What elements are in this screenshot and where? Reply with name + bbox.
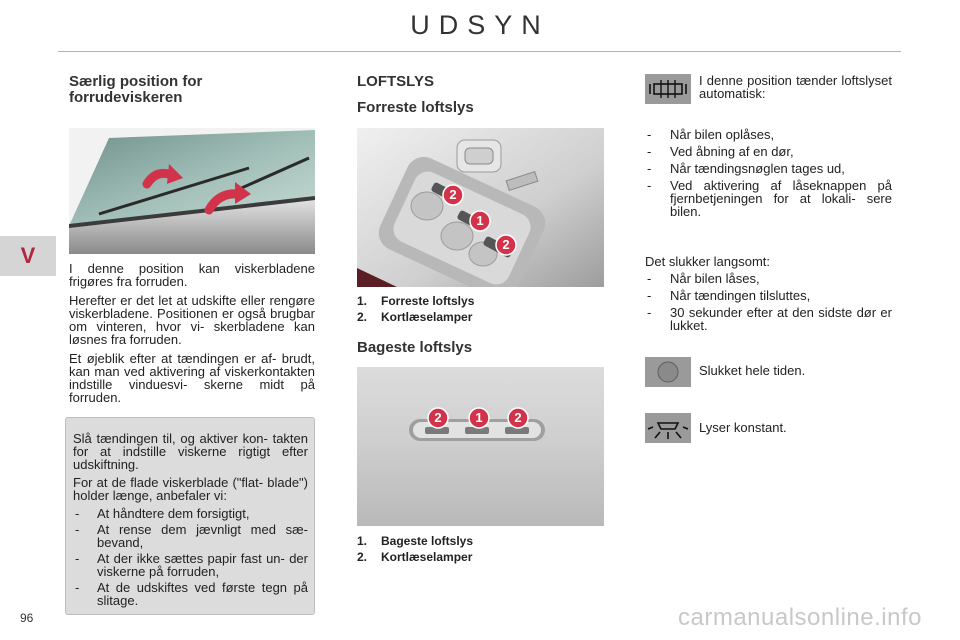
section-tab [0,236,56,276]
wiper-tip-box [65,417,315,615]
callout-badge: 2 [427,407,449,434]
rear-light-legend [357,533,473,565]
list-item: 2. Kortlæselamper [357,310,473,324]
tip-paragraph: For at de flade viskerblade ("flat- blade") holder længe, anbefaler vi: [73,475,308,503]
callout-badge: 2 [507,407,529,434]
page-title: UDSYN [410,10,550,40]
tip-paragraph: Slå tændingen til, og aktiver kon- takten for at indstille viskerne rigtigt efter udskiftning. [73,431,308,472]
list-item: - At de udskiftes ved første tegn på slitage. [75,580,308,608]
list-item: 1. Forreste loftslys [357,294,475,308]
list-item: - Ved aktivering af låseknappen på fjernbetjeningen for at lokali- sere bilen. [647,178,892,219]
list-item: - Når bilen låses, [647,271,760,286]
tip-list [73,507,308,607]
auto-mode-list [645,128,892,222]
always-off-text: Slukket hele tiden. [699,363,806,378]
always-on-text: Lyser konstant. [699,420,787,435]
wiper-description [69,262,315,410]
callout-badge: 2 [442,184,464,211]
list-item: - Når tændingsnøglen tages ud, [647,161,845,176]
list-item: - At håndtere dem forsigtigt, [75,506,250,521]
front-light-heading: Forreste loftslys [357,99,474,116]
callout-badge: 2 [495,234,517,261]
list-item: - At rense dem jævnligt med sæ- bevand, [75,522,308,550]
tip-text [73,432,308,502]
list-item: 1. Bageste loftslys [357,534,474,548]
front-dome-light-photo [357,128,604,287]
wiper-paragraph: I denne position kan viskerbladene frigøres fra forruden. [69,261,315,289]
light-on-icon [645,413,691,443]
list-item: - At der ikke sættes papir fast un- der viskerne på forruden, [75,551,308,579]
list-item: - Ved åbning af en dør, [647,144,794,159]
page-number: 96 [20,611,34,625]
wiper-paragraph: Et øjeblik efter at tændingen er af- brudt, kan man ved aktivering af viskerkontakten indstille vinduesvi- skerne midt på forruden. [69,351,315,405]
rear-dome-light-photo [357,367,604,526]
list-item: - Når bilen oplåses, [647,127,775,142]
list-item: 2. Kortlæselamper [357,550,473,564]
slow-off-list [645,272,892,336]
header-divider [58,51,901,52]
front-light-legend [357,293,474,325]
list-item: - 30 sekunder efter at den sidste dør er lukket. [647,305,892,333]
slow-off-text: Det slukker langsomt: [645,254,770,269]
door-switch-icon [645,74,691,104]
light-off-icon [645,357,691,387]
section-tab-label: V [20,243,36,268]
interior-lights-heading: LOFTSLYS [357,73,434,90]
wiper-paragraph: Herefter er det let at udskifte eller rengøre viskerbladene. Positionen er også brugbar om vinteren, hvor vi- skerbladene kan løsnes fra forruden. [69,293,315,347]
callout-badge: 1 [469,210,491,237]
wiper-position-heading: Særlig position for forrudeviskeren [69,73,203,106]
auto-mode-text: I denne position tænder loftslyset automatisk: [699,73,892,101]
list-item: - Når tændingen tilsluttes, [647,288,811,303]
callout-badge: 1 [468,407,490,434]
watermark: carmanualsonline.info [678,604,922,631]
windshield-wiper-photo [69,128,315,254]
rear-light-heading: Bageste loftslys [357,339,473,356]
